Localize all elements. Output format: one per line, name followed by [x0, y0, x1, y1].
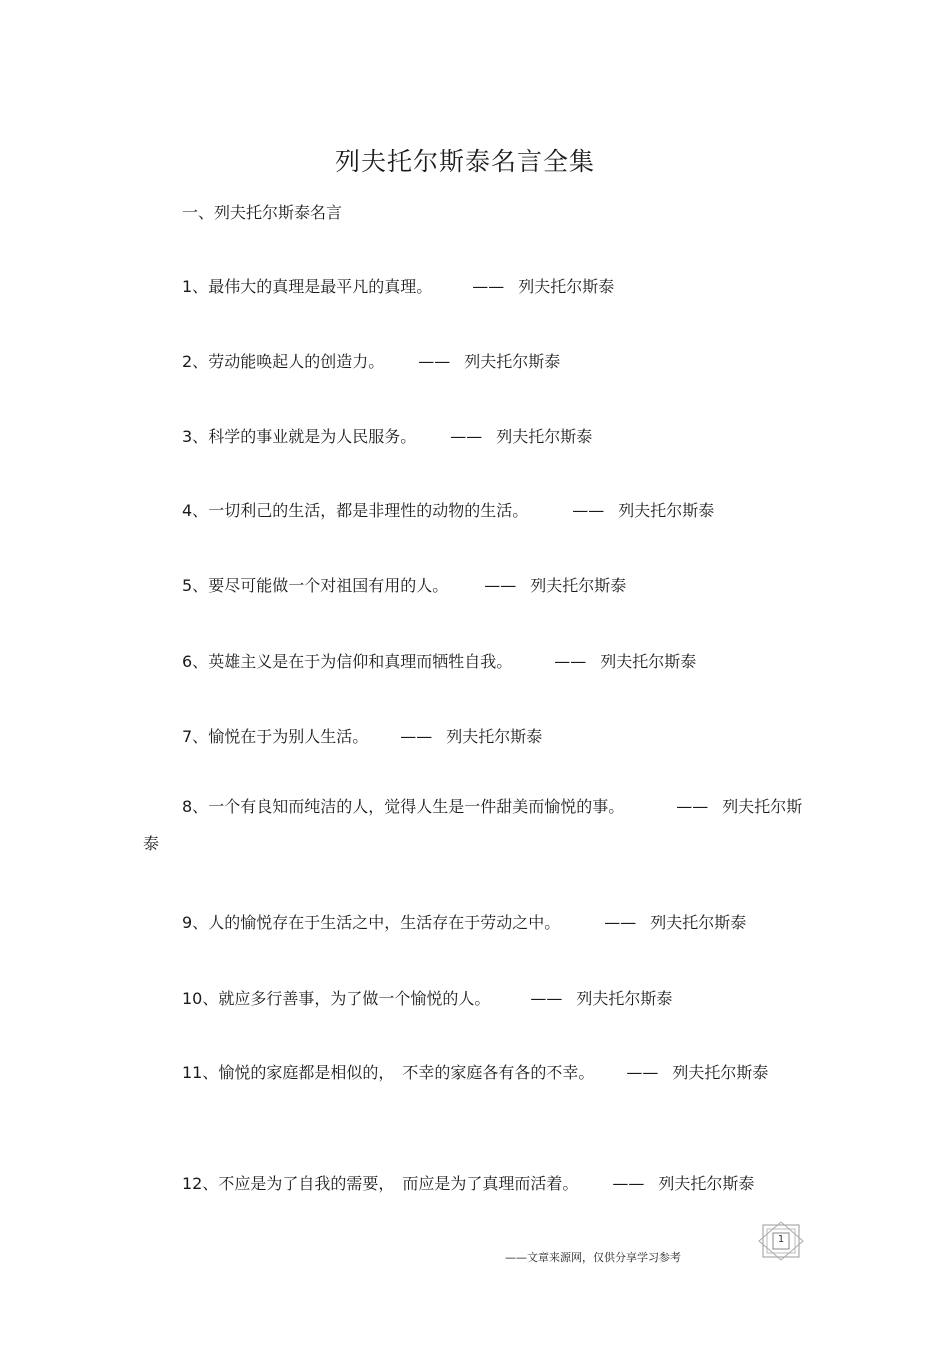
- quote-number: 7、: [182, 727, 209, 746]
- quote-text: 愉悦的家庭都是相似的， 不幸的家庭各有各的不幸。: [218, 1063, 595, 1082]
- quote-dash: ——: [450, 427, 483, 446]
- quote-author: 列夫托尔斯泰: [658, 1174, 755, 1193]
- quote-number: 2、: [182, 352, 209, 371]
- quote-text: 就应多行善事，为了做一个愉悦的人。: [218, 989, 491, 1008]
- quote-item: [143, 718, 808, 755]
- quote-text: 英雄主义是在于为信仰和真理而牺牲自我。: [208, 652, 513, 671]
- quote-item: [143, 904, 808, 941]
- quote-text: 最伟大的真理是最平凡的真理。: [208, 277, 433, 296]
- quote-number: 9、: [182, 913, 209, 932]
- quote-dash: ——: [626, 1063, 659, 1082]
- quote-number: 12、: [182, 1174, 219, 1193]
- quote-author: 列夫托尔斯泰: [576, 989, 673, 1008]
- quote-dash: ——: [676, 797, 709, 816]
- quote-author: 列夫托尔斯泰: [143, 797, 803, 853]
- quote-dash: ——: [400, 727, 433, 746]
- page-title: 列夫托尔斯泰名言全集: [334, 147, 595, 176]
- quote-number: 3、: [182, 427, 209, 446]
- quote-dash: ——: [484, 576, 517, 595]
- quote-dash: ——: [612, 1174, 645, 1193]
- footer-note: ——文章来源网，仅供分享学习参考: [505, 1251, 681, 1264]
- quote-item: [143, 418, 808, 455]
- quote-dash: ——: [530, 989, 563, 1008]
- quote-item: [143, 980, 808, 1017]
- quote-number: 10、: [182, 989, 219, 1008]
- quote-dash: ——: [472, 277, 505, 296]
- quote-item: [143, 643, 808, 680]
- quote-dash: ——: [554, 652, 587, 671]
- quote-author: 列夫托尔斯泰: [530, 576, 627, 595]
- quote-item: [143, 343, 808, 380]
- quote-author: 列夫托尔斯泰: [650, 913, 747, 932]
- quote-item: [143, 788, 808, 862]
- quote-dash: ——: [418, 352, 451, 371]
- quote-item: [143, 1054, 808, 1091]
- quote-dash: ——: [572, 501, 605, 520]
- page-number: 1: [777, 1234, 785, 1245]
- quote-author: 列夫托尔斯泰: [518, 277, 615, 296]
- quote-author: 列夫托尔斯泰: [618, 501, 715, 520]
- quote-number: 4、: [182, 501, 209, 520]
- section-heading: 一、列夫托尔斯泰名言: [182, 203, 343, 222]
- quote-text: 一切利己的生活，都是非理性的动物的生活。: [208, 501, 529, 520]
- quote-text: 愉悦在于为别人生活。: [208, 727, 369, 746]
- quote-text: 不应是为了自我的需要， 而应是为了真理而活着。: [218, 1174, 579, 1193]
- quote-text: 人的愉悦存在于生活之中，生活存在于劳动之中。: [208, 913, 561, 932]
- quote-text: 科学的事业就是为人民服务。: [208, 427, 417, 446]
- quote-author: 列夫托尔斯泰: [446, 727, 543, 746]
- quote-number: 8、: [182, 797, 209, 816]
- quote-item: [143, 268, 808, 305]
- quote-number: 1、: [182, 277, 209, 296]
- quote-text: 要尽可能做一个对祖国有用的人。: [208, 576, 449, 595]
- quote-dash: ——: [604, 913, 637, 932]
- quote-number: 5、: [182, 576, 209, 595]
- quote-author: 列夫托尔斯泰: [496, 427, 593, 446]
- quote-author: 列夫托尔斯泰: [672, 1063, 769, 1082]
- quote-author: 列夫托尔斯泰: [600, 652, 697, 671]
- quote-item: [143, 567, 808, 604]
- quote-item: [143, 492, 808, 529]
- quote-number: 6、: [182, 652, 209, 671]
- quote-text: 劳动能唤起人的创造力。: [208, 352, 385, 371]
- quote-item: [143, 1165, 808, 1202]
- quote-number: 11、: [182, 1063, 219, 1082]
- quote-text: 一个有良知而纯洁的人，觉得人生是一件甜美而愉悦的事。: [208, 797, 625, 816]
- quote-author: 列夫托尔斯泰: [464, 352, 561, 371]
- page-number-badge: [757, 1221, 805, 1261]
